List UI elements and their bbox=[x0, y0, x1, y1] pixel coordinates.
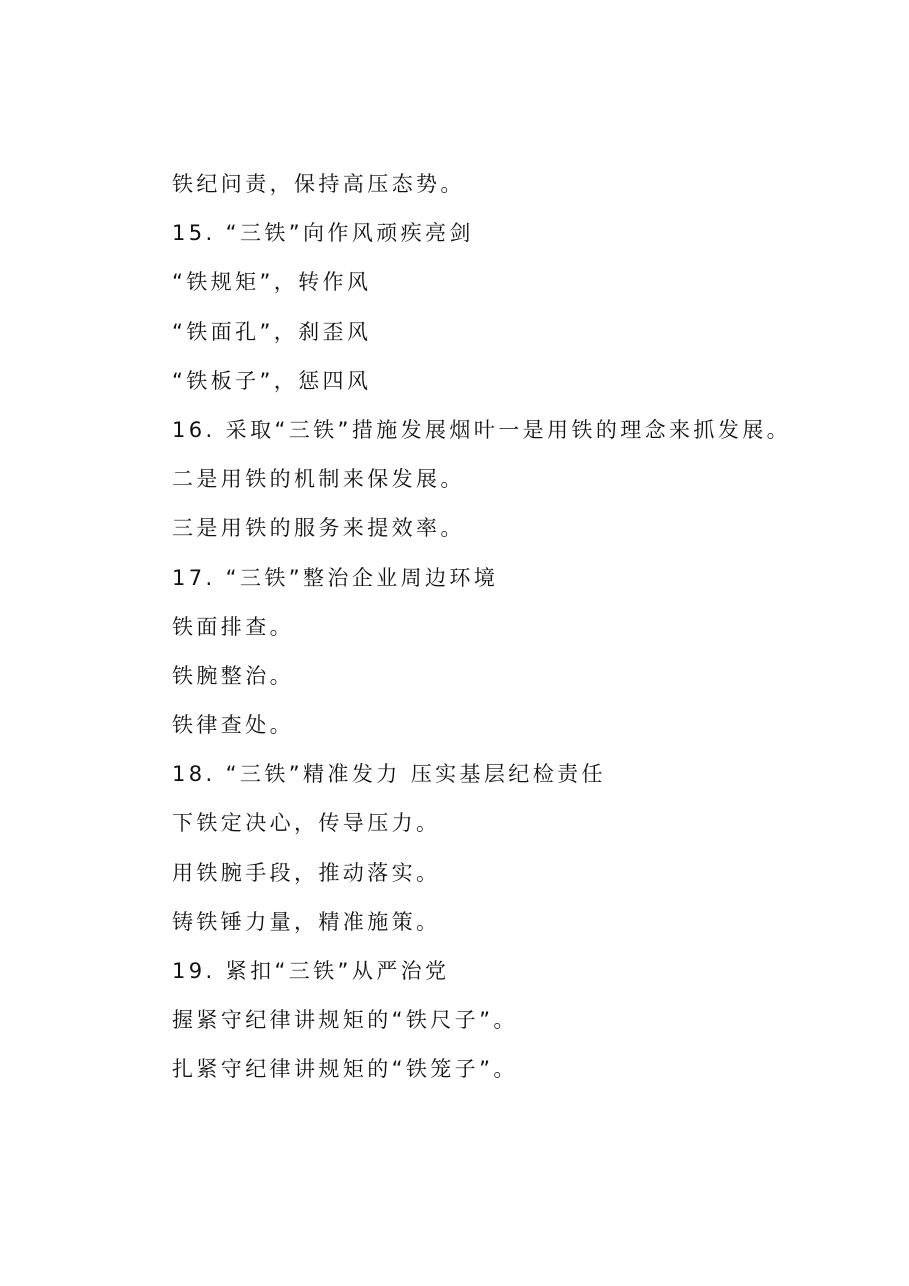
text-line: 握紧守纪律讲规矩的“铁尺子”。 bbox=[172, 1008, 518, 1033]
text-line: “铁板子”，惩四风 bbox=[172, 368, 372, 393]
text-line: 三是用铁的服务来提效率。 bbox=[172, 516, 465, 541]
text-line: 二是用铁的机制来保发展。 bbox=[172, 467, 465, 492]
text-line: 扎紧守纪律讲规矩的“铁笼子”。 bbox=[172, 1057, 518, 1082]
text-line: “铁规矩”，转作风 bbox=[172, 270, 372, 295]
section-heading-17: 17. “三铁”整治企业周边环境 bbox=[172, 565, 499, 590]
section-heading-18: 18. “三铁”精准发力 压实基层纪检责任 bbox=[172, 762, 606, 787]
section-heading-15: 15. “三铁”向作风顽疾亮剑 bbox=[172, 221, 474, 246]
text-line: 用铁腕手段，推动落实。 bbox=[172, 860, 441, 885]
text-line: 铁律查处。 bbox=[172, 713, 294, 738]
text-line: “铁面孔”，刹歪风 bbox=[172, 319, 372, 344]
text-line: 铸铁锤力量，精准施策。 bbox=[172, 909, 441, 934]
section-heading-16: 16. 采取“三铁”措施发展烟叶一是用铁的理念来抓发展。 bbox=[172, 417, 792, 442]
section-heading-19: 19. 紧扣“三铁”从严治党 bbox=[172, 959, 450, 983]
text-line: 下铁定决心，传导压力。 bbox=[172, 811, 441, 836]
document-body bbox=[172, 160, 882, 1095]
text-line: 铁腕整治。 bbox=[172, 663, 294, 688]
text-line: 铁面排查。 bbox=[172, 614, 294, 639]
text-line: 铁纪问责，保持高压态势。 bbox=[172, 172, 465, 196]
